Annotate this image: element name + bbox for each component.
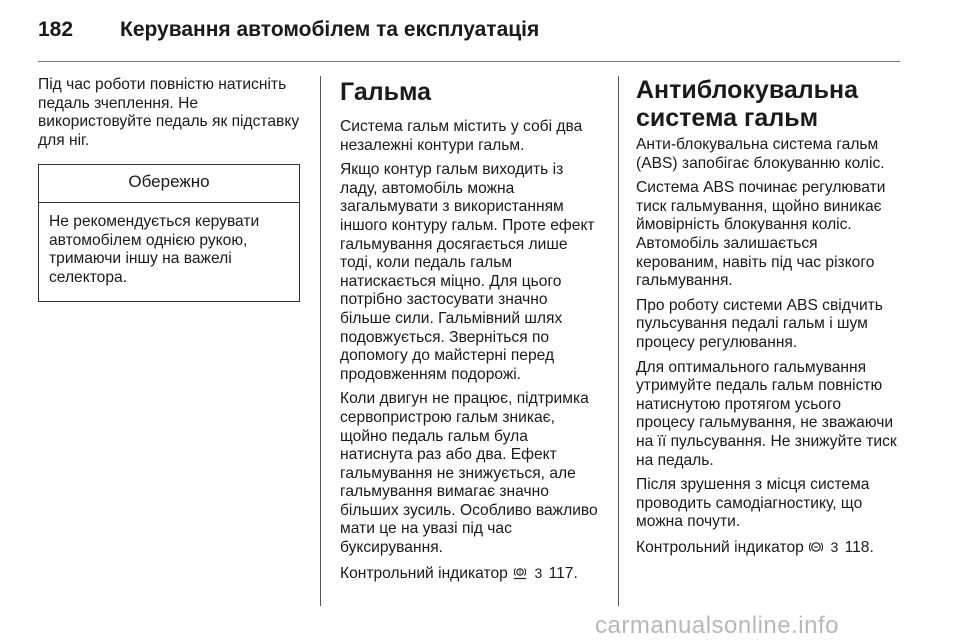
column-divider: [618, 76, 619, 606]
paragraph: Система гальм містить у собі два незалежні контури гальм.: [340, 118, 583, 154]
column-left: [38, 76, 300, 302]
indicator-reference: [636, 538, 904, 558]
watermark: carmanualsonline.info: [595, 612, 839, 639]
paragraph: Коли двигун не працює, підтримка сервопристрою гальм зникає, щойно педаль гальм була натиснута раз або два. Ефект гальмування не знижується, але гальмування вимагає значно більших зусиль. Особливо важливо мати це на увазі під час буксирування.: [340, 390, 598, 557]
section-title: Керування автомобілем та експлуатація: [120, 18, 540, 41]
paragraph: Система ABS починає регулювати тиск гальмування, щойно виникає ймовірність блокування коліс. Автомобіль залишається керованим, навіть під час різкого гальмування.: [636, 179, 886, 290]
warning-box: [38, 164, 300, 302]
warning-text: Не рекомендується керувати автомобілем однією рукою, тримаючи іншу на важелі селектора.: [49, 212, 260, 286]
column-right: [636, 76, 904, 563]
indicator-label: Контрольний індикатор: [340, 564, 508, 582]
reference-arrow-icon: 3: [534, 564, 543, 581]
page-reference[interactable]: 117.: [548, 564, 578, 582]
header-rule: [38, 61, 900, 62]
abs-heading-line2: система гальм: [636, 104, 819, 132]
column-divider: [320, 76, 321, 606]
paragraph: Після зрушення з місця система проводить самодіагностику, що можна почути.: [636, 476, 870, 531]
page-number: 182: [38, 18, 74, 41]
paragraph: Для оптимального гальмування утримуйте педаль гальм повністю натиснутою протягом усього процесу гальмування, не зважаючи на її пульсування. Не знижуйте тиск на педаль.: [636, 358, 897, 469]
page-reference[interactable]: 118.: [844, 538, 874, 556]
indicator-reference: [340, 564, 602, 584]
paragraph: Анти-блокувальна система гальм (ABS) запобігає блокуванню коліс.: [636, 136, 885, 172]
paragraph: Під час роботи повністю натисніть педаль зчеплення. Не використовуйте педаль як підставку для ніг.: [38, 76, 300, 149]
paragraph: Якщо контур гальм виходить із ладу, автомобіль можна загальмувати з використанням іншого контуру гальм. Проте ефект гальмування досягається лише тоді, коли педаль гальм натискається міцно. Для цього потрібно застосувати значно більше сили. Гальмівний шлях подовжується. Зверніться по допомогу до майстерні перед продовженням подорожі.: [340, 161, 595, 383]
warning-title: Обережно: [39, 165, 299, 203]
paragraph: Про роботу системи ABS свідчить пульсування педалі гальм і шум процесу регулювання.: [636, 296, 883, 351]
indicator-label: Контрольний індикатор: [636, 538, 804, 556]
column-middle: [340, 76, 602, 589]
abs-heading: [636, 76, 904, 132]
abs-warning-icon: [808, 540, 824, 554]
brake-warning-icon: [512, 566, 528, 580]
brakes-heading: Гальма: [340, 78, 432, 106]
reference-arrow-icon: 3: [830, 538, 839, 555]
abs-heading-line1: Антиблокувальна: [636, 76, 859, 104]
